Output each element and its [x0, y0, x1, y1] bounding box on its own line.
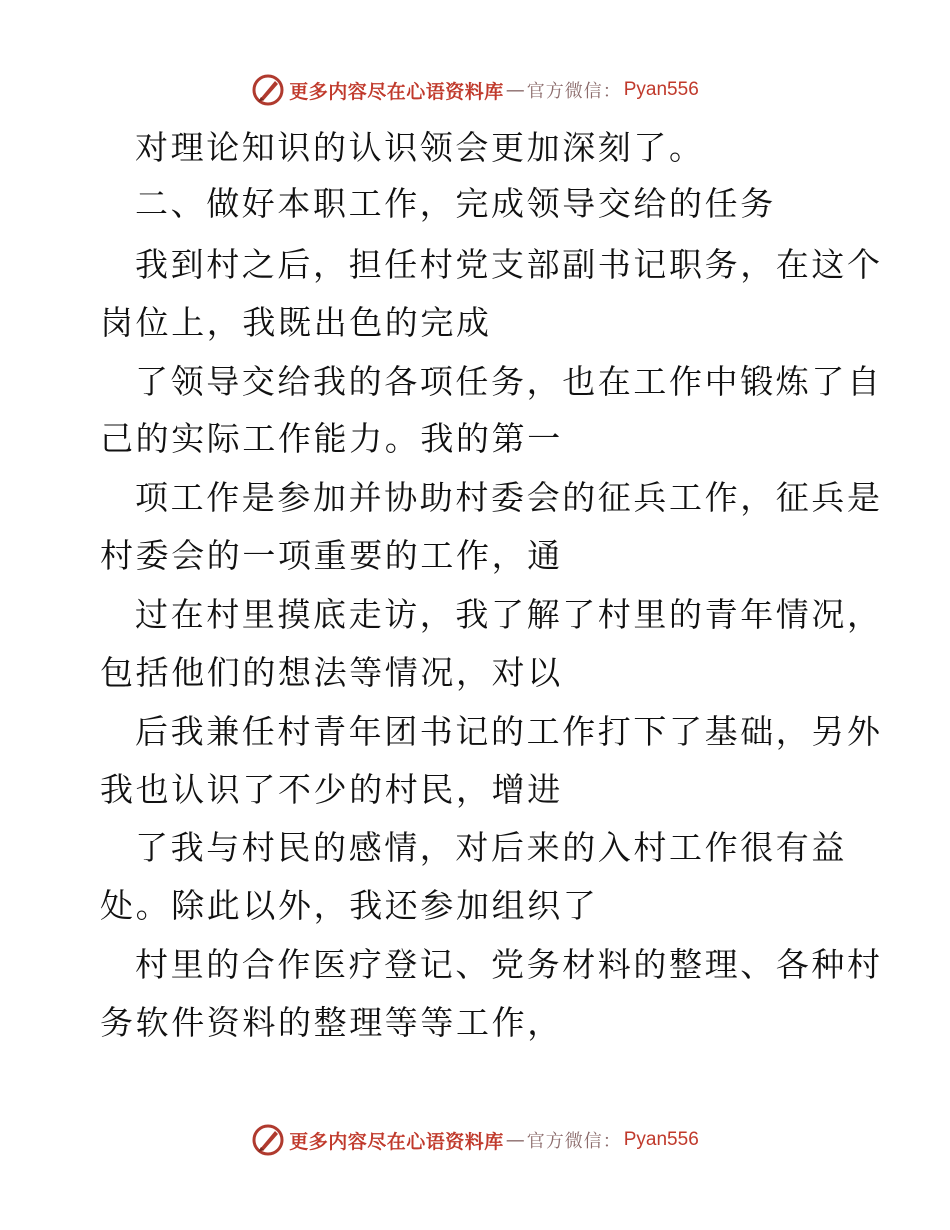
text-line: 己的实际工作能力。我的第一 — [100, 419, 563, 458]
watermark-wechat-id: Pyan556 — [623, 1129, 699, 1150]
watermark-dash: — — [505, 79, 525, 101]
watermark-wechat-id: Pyan556 — [623, 79, 699, 100]
text-line: 包括他们的想法等情况，对以 — [100, 653, 563, 692]
text-line: 村委会的一项重要的工作，通 — [100, 536, 563, 575]
text-line: 项工作是参加并协助村委会的征兵工作，征兵是 — [135, 478, 883, 517]
section-heading: 二、做好本职工作，完成领导交给的任务 — [135, 184, 776, 223]
text-line: 村里的合作医疗登记、党务材料的整理、各种村 — [135, 945, 883, 984]
text-line: 了我与村民的感情，对后来的入村工作很有益 — [135, 828, 847, 867]
quill-pen-logo-icon — [251, 73, 285, 107]
quill-pen-logo-icon — [251, 1123, 285, 1157]
text-line: 我也认识了不少的村民，增进 — [100, 770, 563, 809]
text-line: 后我兼任村青年团书记的工作打下了基础，另外 — [135, 712, 883, 751]
watermark-brand-text: 更多内容尽在心语资料库 — [289, 1130, 504, 1153]
text-line: 岗位上，我既出色的完成 — [100, 303, 492, 342]
text-line: 了领导交给我的各项任务，也在工作中锻炼了自 — [135, 362, 883, 401]
text-line: 我到村之后，担任村党支部副书记职务，在这个 — [135, 245, 883, 284]
text-line: 过在村里摸底走访，我了解了村里的青年情况， — [135, 595, 883, 634]
watermark-official-label: 官方微信： — [526, 81, 622, 102]
footer-watermark — [0, 1120, 950, 1160]
watermark-dash: — — [505, 1129, 525, 1151]
watermark-official-label: 官方微信： — [526, 1131, 622, 1152]
text-line: 对理论知识的认识领会更加深刻了。 — [135, 128, 705, 167]
text-line: 务软件资料的整理等等工作， — [100, 1003, 563, 1042]
header-watermark — [0, 70, 950, 110]
text-line: 处。除此以外，我还参加组织了 — [100, 886, 599, 925]
watermark-brand-text: 更多内容尽在心语资料库 — [289, 80, 504, 103]
